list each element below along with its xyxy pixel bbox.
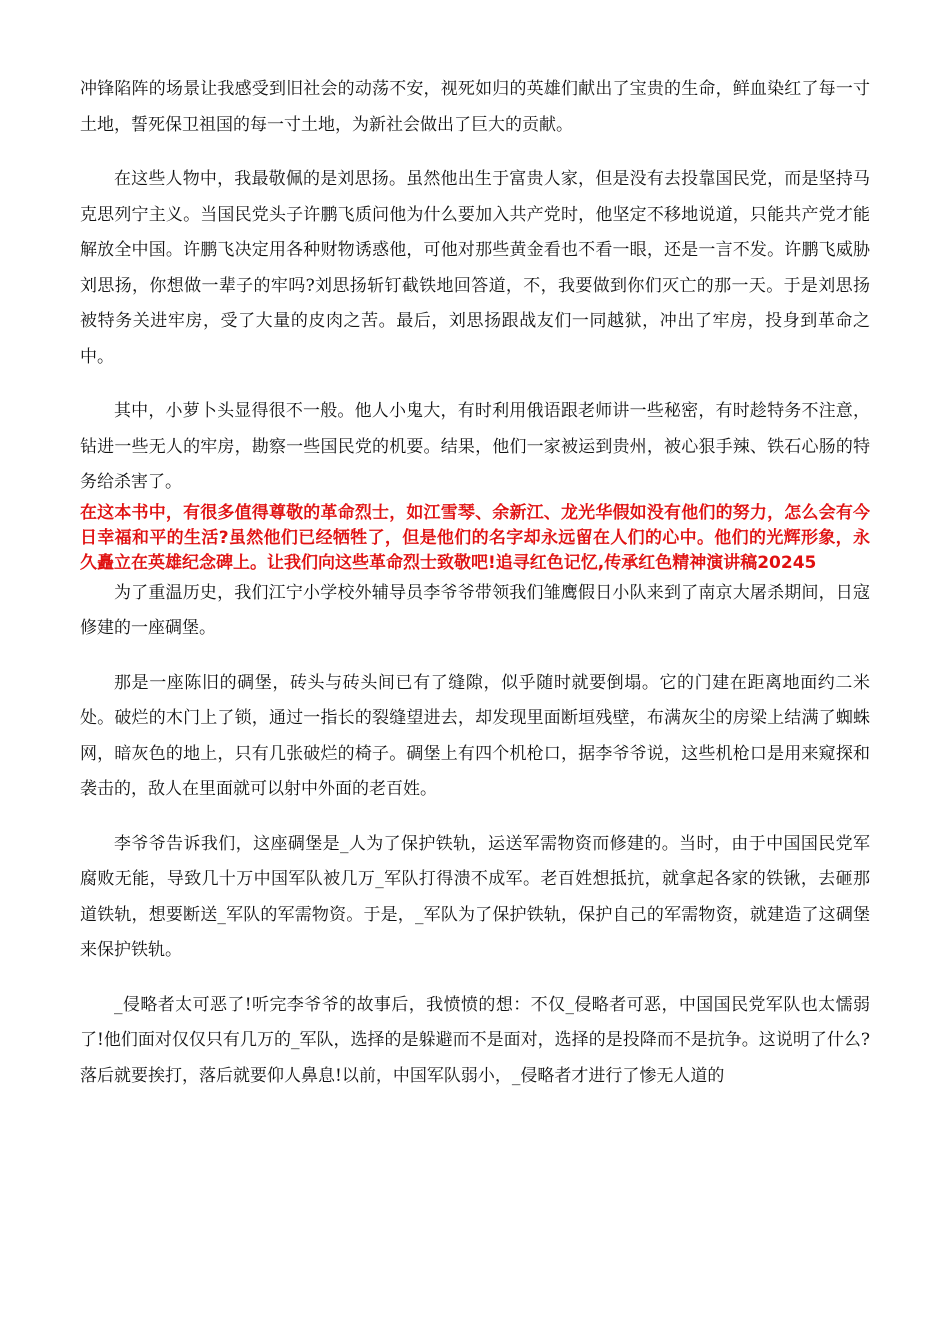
- paragraph-2: 在这些人物中，我最敬佩的是刘思扬。虽然他出生于富贵人家，但是没有去投靠国民党，而是坚持马克思列宁主义。当国民党头子许鹏飞质问他为什么要加入共产党时，他坚定不移地说道，只能共产党才能解放全中国。许鹏飞决定用各种财物诱惑他，可他对那些黄金看也不看一眼，还是一言不发。许鹏飞威胁刘思扬，你想做一辈子的牢吗?刘思扬斩钉截铁地回答道，不，我要做到你们灭亡的那一天。于是刘思扬被特务关进牢房，受了大量的皮肉之苦。最后，刘思扬跟战友们一同越狱，冲出了牢房，投身到革命之中。: [80, 169, 870, 367]
- paragraph-3: 其中，小萝卜头显得很不一般。他人小鬼大，有时利用俄语跟老师讲一些秘密，有时趁特务不注意，钻进一些无人的牢房，勘察一些国民党的机要。结果，他们一家被运到贵州，被心狠手辣、铁石心肠的特务给杀害了。: [80, 401, 870, 492]
- document-page: [80, 72, 870, 1094]
- paragraph-8: _侵略者太可恶了!听完李爷爷的故事后，我愤愤的想：不仅_侵略者可恶，中国国民党军队也太懦弱了!他们面对仅仅只有几万的_军队，选择的是躲避而不是面对，选择的是投降而不是抗争。这说明了什么?落后就要挨打，落后就要仰人鼻息!以前，中国军队弱小，_侵略者才进行了惨无人道的: [80, 994, 870, 1086]
- paragraph-1: 冲锋陷阵的场景让我感受到旧社会的动荡不安，视死如归的英雄们献出了宝贵的生命，鲜血染红了每一寸土地，誓死保卫祖国的每一寸土地，为新社会做出了巨大的贡献。: [80, 79, 870, 135]
- highlight-paragraph: 在这本书中，有很多值得尊敬的革命烈士，如江雪琴、余新江、龙光华假如没有他们的努力，怎么会有今日幸福和平的生活?虽然他们已经牺牲了，但是他们的名字却永远留在人们的心中。他们的光辉形象，永久矗立在英雄纪念碑上。让我们向这些革命烈士致敬吧!追寻红色记忆,传承红色精神演讲稿20245: [80, 502, 870, 573]
- paragraph-5: 为了重温历史，我们江宁小学校外辅导员李爷爷带领我们雏鹰假日小队来到了南京大屠杀期间，日寇修建的一座碉堡。: [80, 582, 870, 638]
- paragraph-7: 李爷爷告诉我们，这座碉堡是_人为了保护铁轨，运送军需物资而修建的。当时，由于中国国民党军腐败无能，导致几十万中国军队被几万_军队打得溃不成军。老百姓想抵抗，就拿起各家的铁锹，去砸那道铁轨，想要断送_军队的军需物资。于是，_军队为了保护铁轨，保护自己的军需物资，就建造了这碉堡来保护铁轨。: [80, 833, 870, 960]
- paragraph-6: 那是一座陈旧的碉堡，砖头与砖头间已有了缝隙，似乎随时就要倒塌。它的门建在距离地面约二米处。破烂的木门上了锁，通过一指长的裂缝望进去，却发现里面断垣残壁，布满灰尘的房梁上结满了蜘蛛网，暗灰色的地上，只有几张破烂的椅子。碉堡上有四个机枪口，据李爷爷说，这些机枪口是用来窥探和袭击的，敌人在里面就可以射中外面的老百姓。: [80, 672, 870, 799]
